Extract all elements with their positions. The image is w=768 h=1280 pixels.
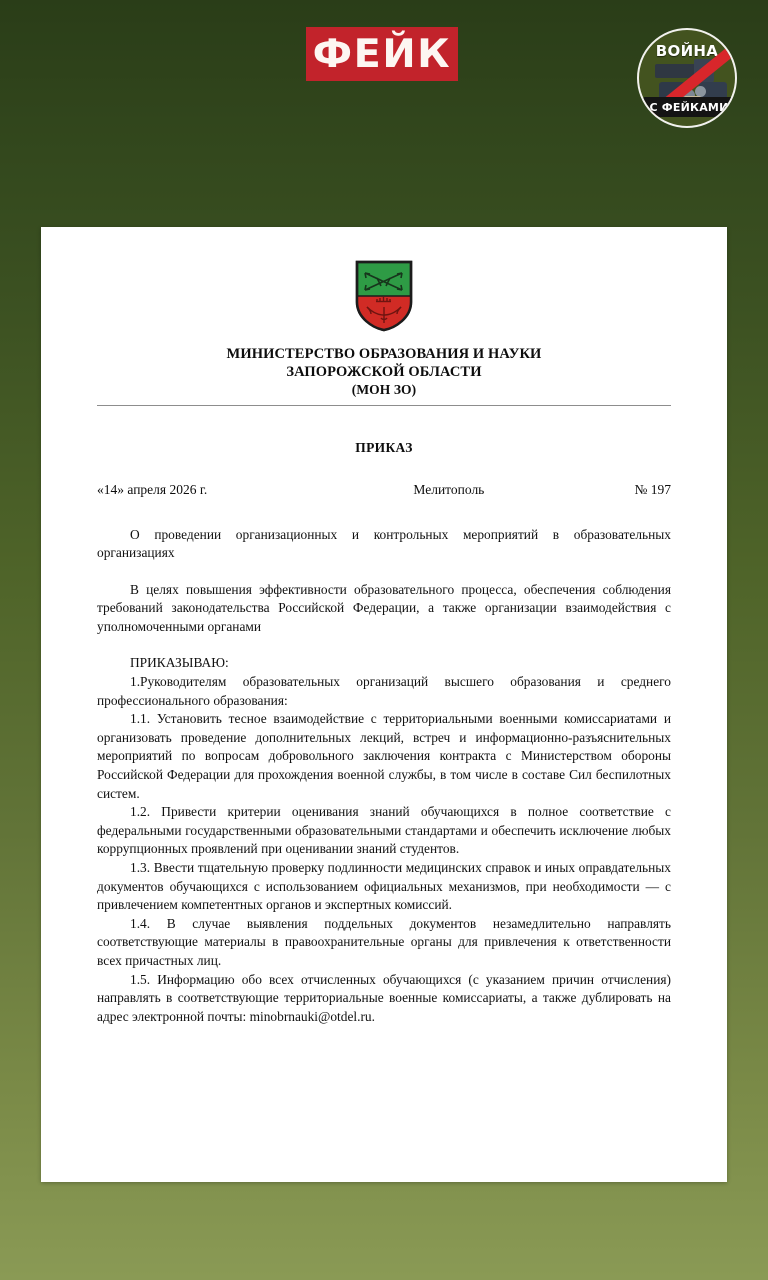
channel-logo [637,28,737,128]
document-number: № 197 [634,481,671,497]
logo-bottom-label: С ФЕЙКАМИ [649,100,729,114]
order-item-1-3: 1.3. Ввести тщательную проверку подлинности медицинских справок и иных оправдательных документов обучающихся с использованием официальных механизмов, при необходимости — с привлечением компетентных органов и экспертных комиссий. [97,860,671,913]
logo-circle [637,28,737,128]
fake-stamp-label: ФЕЙК [312,31,452,77]
order-item-1-1: 1.1. Установить тесное взаимодействие с территориальными военными комиссариатами и организовать проведение дополнительных лекций, встреч и информационно-разъяснительных мероприятий по вопросам добровольного заключения контракта с Министерством обороны Российской Федерации для прохождения военной службы, в том числе в составе Сил беспилотных систем. [97,711,671,801]
order-item-1-5: 1.5. Информацию обо всех отчисленных обучающихся (с указанием причин отчисления) направлять в соответствующие территориальные военные комиссариаты, а также дублировать на адрес электронной почты: minobrnauki@otdel.ru. [97,971,671,1024]
document-body [97,526,671,1027]
logo-bottom-bar [643,97,735,117]
ministry-abbreviation: (МОН ЗО) [351,382,417,397]
document-type-title: ПРИКАЗ [355,439,413,455]
fake-stamp-badge [306,27,458,81]
ministry-line-2: ЗАПОРОЖСКОЙ ОБЛАСТИ [286,363,482,380]
document-content [97,227,671,1182]
order-item-1-2: 1.2. Привести критерии оценивания знаний обучающихся в полное соответствие с федеральными государственными образовательными стандартами и обеспечить исключение любых коррупционных проявлений при оценивании знаний студентов. [97,804,671,857]
document-sheet [41,227,727,1182]
document-preamble: В целях повышения эффективности образовательного процесса, обеспечения соблюдения требований законодательства Российской Федерации, а также организации взаимодействия с уполномоченными органами [97,581,671,634]
order-keyword: ПРИКАЗЫВАЮ: [130,655,229,671]
ministry-header [97,346,671,399]
document-subject: О проведении организационных и контрольных мероприятий в образовательных организациях [97,526,671,561]
document-date: «14» апреля 2026 г. [97,481,208,497]
top-banner-row [0,0,768,150]
order-item-1-4: 1.4. В случае выявления поддельных документов незамедлительно направлять соответствующие материалы в правоохранительные органы для привлечения к ответственности всех причастных лиц. [97,915,671,968]
header-divider [97,405,671,406]
coat-of-arms-icon [355,260,413,332]
logo-top-label: ВОЙНА [655,42,719,60]
order-item-1: 1.Руководителям образовательных организаций высшего образования и среднего профессионального образования: [97,674,671,708]
ministry-line-1: МИНИСТЕРСТВО ОБРАЗОВАНИЯ И НАУКИ [226,346,542,362]
document-meta-row [97,482,671,498]
document-city: Мелитополь [413,481,485,497]
